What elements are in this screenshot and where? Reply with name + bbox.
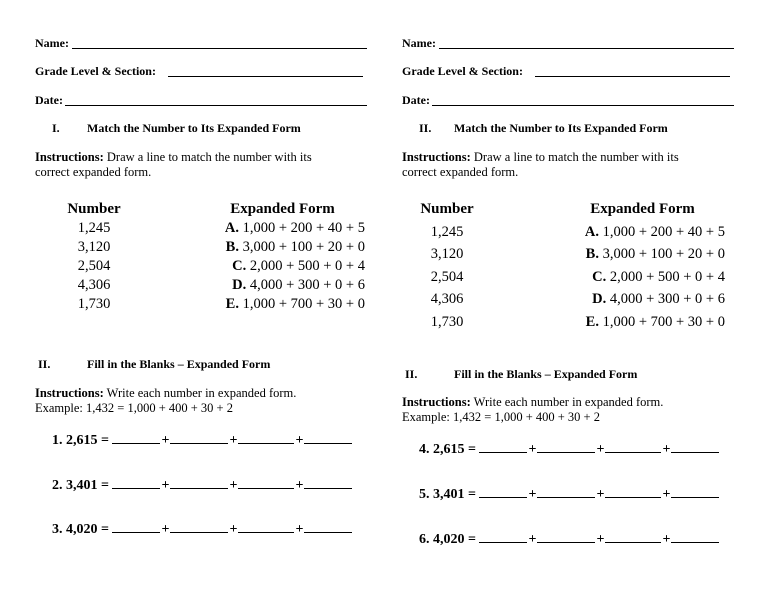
answer-blank[interactable] [537, 485, 595, 498]
expanded-value: 1,000 + 200 + 40 + 5 [242, 220, 365, 236]
answer-blank[interactable] [170, 520, 228, 533]
number-cell: 1,245 [77, 220, 111, 236]
instructions-text: Draw a line to match the number with its correct expanded form. [35, 150, 312, 179]
expanded-cell [560, 221, 725, 244]
number-column [55, 200, 133, 314]
plus-sign: + [161, 433, 170, 448]
plus-sign: + [161, 522, 170, 537]
option-letter: E. [585, 313, 599, 330]
worksheet-left [35, 0, 375, 594]
expanded-value: 3,000 + 100 + 20 + 0 [242, 239, 365, 255]
blank-item[interactable] [419, 440, 719, 458]
plus-sign: + [229, 478, 238, 493]
name-line [439, 48, 734, 49]
date-label: Date: [35, 93, 63, 107]
expanded-cell [560, 311, 725, 334]
plus-sign: + [161, 478, 170, 493]
section2-heading: Fill in the Blanks – Expanded Form [87, 357, 271, 371]
plus-sign: + [528, 532, 537, 547]
answer-blank[interactable] [537, 440, 595, 453]
plus-sign: + [295, 433, 304, 448]
item-prompt: 5. 3,401 = [419, 487, 476, 502]
answer-blank[interactable] [671, 485, 719, 498]
option-letter: E. [225, 296, 239, 312]
expanded-value: 1,000 + 700 + 30 + 0 [242, 296, 365, 312]
answer-blank[interactable] [170, 476, 228, 489]
expanded-cell [200, 276, 365, 295]
answer-blank[interactable] [479, 440, 527, 453]
instructions-text: Write each number in expanded form. [103, 386, 297, 400]
number-cell: 2,504 [77, 258, 111, 274]
number-header: Number [67, 201, 121, 217]
date-line [432, 105, 734, 106]
instructions-label: Instructions: [402, 150, 471, 164]
instructions-label: Instructions: [35, 150, 104, 164]
plus-sign: + [295, 478, 304, 493]
expanded-cell [560, 266, 725, 289]
section1-heading: Match the Number to Its Expanded Form [454, 121, 668, 135]
answer-blank[interactable] [112, 520, 160, 533]
grade-field[interactable] [35, 64, 363, 78]
name-field[interactable] [402, 36, 734, 50]
option-letter: C. [232, 258, 247, 274]
plus-sign: + [662, 487, 671, 502]
item-prompt: 4. 2,615 = [419, 442, 476, 457]
name-field[interactable] [35, 36, 367, 50]
name-label: Name: [35, 36, 69, 50]
expanded-cell [560, 243, 725, 266]
item-prompt: 6. 4,020 = [419, 532, 476, 547]
plus-sign: + [528, 487, 537, 502]
instructions-label: Instructions: [35, 386, 104, 400]
section2-heading: Fill in the Blanks – Expanded Form [454, 367, 638, 381]
option-letter: D. [592, 291, 607, 307]
plus-sign: + [662, 442, 671, 457]
answer-blank[interactable] [238, 520, 294, 533]
expanded-value: 1,000 + 200 + 40 + 5 [602, 223, 725, 240]
name-line [72, 48, 367, 49]
section2-number: II. [405, 367, 418, 381]
plus-sign: + [229, 433, 238, 448]
blank-item[interactable] [419, 485, 719, 503]
date-label: Date: [402, 93, 430, 107]
blank-item[interactable] [419, 530, 719, 548]
expanded-value: 3,000 + 100 + 20 + 0 [602, 246, 725, 262]
number-cell: 4,306 [77, 277, 111, 293]
expanded-cell [200, 257, 365, 276]
expanded-value: 2,000 + 500 + 0 + 4 [249, 258, 365, 274]
instructions-label: Instructions: [402, 395, 471, 409]
expanded-cell [200, 238, 365, 257]
answer-blank[interactable] [238, 476, 294, 489]
section2-instructions [402, 395, 712, 425]
number-cell: 1,730 [430, 313, 464, 330]
section1-number: I. [52, 121, 60, 135]
plus-sign: + [596, 487, 605, 502]
expanded-value: 1,000 + 700 + 30 + 0 [602, 313, 725, 330]
blank-item[interactable] [52, 520, 352, 538]
option-letter: B. [585, 246, 599, 262]
answer-blank[interactable] [170, 431, 228, 444]
example-text: Example: 1,432 = 1,000 + 400 + 30 + 2 [402, 410, 600, 424]
answer-blank[interactable] [671, 530, 719, 543]
expanded-value: 2,000 + 500 + 0 + 4 [609, 268, 725, 285]
plus-sign: + [229, 522, 238, 537]
number-column [408, 198, 486, 333]
expanded-cell [200, 295, 365, 314]
expanded-cell [560, 288, 725, 311]
expanded-header: Expanded Form [230, 201, 335, 217]
plus-sign: + [596, 532, 605, 547]
example-text: Example: 1,432 = 1,000 + 400 + 30 + 2 [35, 401, 233, 415]
item-prompt: 3. 4,020 = [52, 522, 109, 537]
option-letter: B. [225, 239, 239, 255]
number-cell: 1,730 [77, 296, 111, 312]
answer-blank[interactable] [304, 431, 352, 444]
plus-sign: + [528, 442, 537, 457]
section1-instructions [402, 150, 708, 180]
option-letter: D. [232, 277, 247, 293]
instructions-text: Draw a line to match the number with its correct expanded form. [402, 150, 679, 179]
item-prompt: 1. 2,615 = [52, 433, 109, 448]
answer-blank[interactable] [605, 530, 661, 543]
grade-label: Grade Level & Section: [35, 64, 156, 78]
grade-label: Grade Level & Section: [402, 64, 523, 78]
answer-blank[interactable] [238, 431, 294, 444]
blank-item[interactable] [52, 431, 352, 449]
answer-blank[interactable] [479, 530, 527, 543]
answer-blank[interactable] [671, 440, 719, 453]
plus-sign: + [662, 532, 671, 547]
answer-blank[interactable] [605, 485, 661, 498]
expanded-value: 4,000 + 300 + 0 + 6 [249, 277, 365, 293]
expanded-header: Expanded Form [590, 201, 695, 217]
answer-blank[interactable] [605, 440, 661, 453]
answer-blank[interactable] [112, 431, 160, 444]
number-cell: 2,504 [430, 268, 464, 285]
worksheet-right [402, 0, 742, 594]
number-cell: 1,245 [430, 223, 464, 240]
number-cell: 3,120 [430, 246, 464, 262]
answer-blank[interactable] [304, 476, 352, 489]
answer-blank[interactable] [112, 476, 160, 489]
grade-line [535, 76, 730, 77]
number-cell: 4,306 [430, 291, 464, 307]
expanded-column [200, 200, 365, 314]
section1-instructions [35, 150, 341, 180]
grade-field[interactable] [402, 64, 730, 78]
date-field[interactable] [35, 93, 367, 107]
instructions-text: Write each number in expanded form. [470, 395, 664, 409]
date-line [65, 105, 367, 106]
blank-item[interactable] [52, 476, 352, 494]
answer-blank[interactable] [304, 520, 352, 533]
option-letter: A. [224, 220, 239, 236]
name-label: Name: [402, 36, 436, 50]
plus-sign: + [295, 522, 304, 537]
grade-line [168, 76, 363, 77]
section1-number: II. [419, 121, 432, 135]
option-letter: A. [584, 223, 599, 240]
answer-blank[interactable] [479, 485, 527, 498]
plus-sign: + [596, 442, 605, 457]
number-header: Number [420, 201, 474, 217]
section1-heading: Match the Number to Its Expanded Form [87, 121, 301, 135]
option-letter: C. [592, 268, 607, 285]
section2-number: II. [38, 357, 51, 371]
number-cell: 3,120 [77, 239, 111, 255]
item-prompt: 2. 3,401 = [52, 478, 109, 493]
answer-blank[interactable] [537, 530, 595, 543]
expanded-column [560, 198, 725, 333]
expanded-value: 4,000 + 300 + 0 + 6 [609, 291, 725, 307]
expanded-cell [200, 219, 365, 238]
section2-instructions [35, 386, 345, 416]
date-field[interactable] [402, 93, 734, 107]
